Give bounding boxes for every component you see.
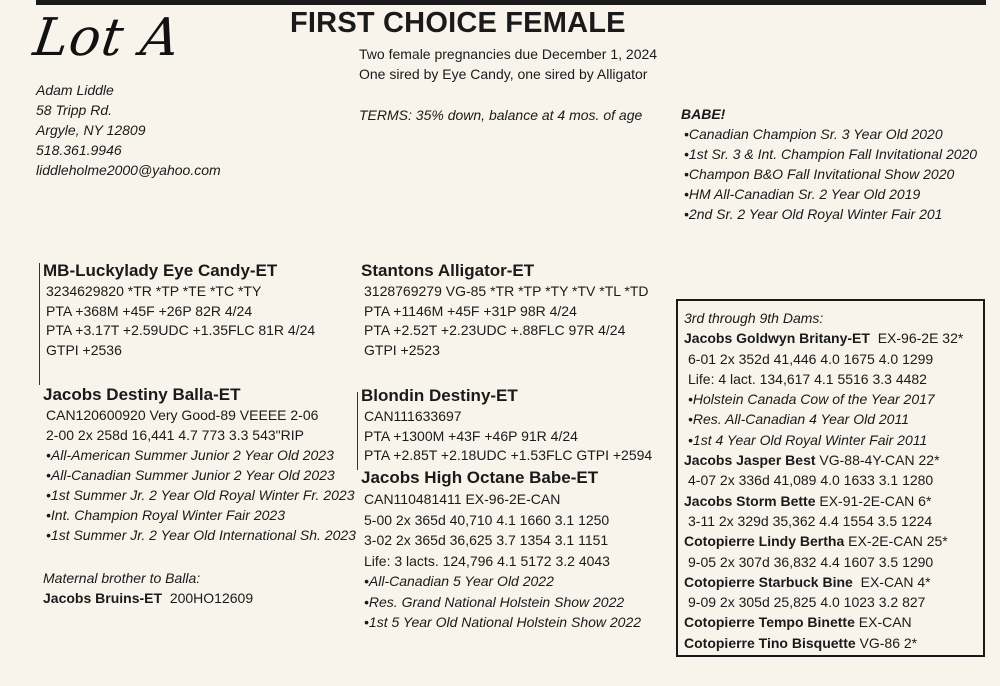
contact-phone: 518.361.9946 bbox=[36, 142, 122, 158]
contact-city: Argyle, NY 12809 bbox=[36, 122, 146, 138]
babe-item: •2nd Sr. 2 Year Old Royal Winter Fair 201 bbox=[684, 206, 943, 222]
dam-record: 5-00 2x 365d 40,710 4.1 1660 3.1 1250 bbox=[364, 511, 610, 528]
contact-name: Adam Liddle bbox=[36, 82, 114, 98]
dam-pta: PTA +2.85T +2.18UDC +1.53FLC GTPI +2594 bbox=[364, 447, 653, 463]
sire-pta: PTA +1146M +45F +31P 98R 4/24 bbox=[364, 302, 577, 319]
dam-award: •Holstein Canada Cow of the Year 2017 bbox=[688, 391, 935, 408]
babe-item: •HM All-Canadian Sr. 2 Year Old 2019 bbox=[684, 186, 921, 202]
sire-gtpi: GTPI +2536 bbox=[46, 341, 122, 358]
dam-balla bbox=[43, 384, 356, 545]
dam-award: •1st Summer Jr. 2 Year Old International Sh. 2023 bbox=[46, 527, 356, 543]
dam-pta: PTA +1300M +43F +46P 91R 4/24 bbox=[364, 427, 578, 444]
dam-name: Cotopierre Lindy Bertha bbox=[684, 533, 845, 550]
sire-gtpi: GTPI +2523 bbox=[364, 341, 440, 358]
dam-name: Jacobs Goldwyn Britany-ET bbox=[684, 330, 870, 347]
maternal-label: Maternal brother to Balla: bbox=[43, 570, 201, 586]
sire-pta: PTA +368M +45F +26P 82R 4/24 bbox=[46, 302, 253, 319]
dam-award: •All-Canadian 5 Year Old 2022 bbox=[364, 573, 554, 589]
dam-record: 3-02 2x 365d 36,625 3.7 1354 3.1 1151 bbox=[364, 532, 609, 548]
dam-score: EX-91-2E-CAN 6* bbox=[819, 492, 932, 509]
sire-eye-candy bbox=[43, 260, 315, 360]
babe-item: •Canadian Champion Sr. 3 Year Old 2020 bbox=[684, 126, 943, 142]
sire-name: Stantons Alligator-ET bbox=[361, 261, 535, 280]
dams-heading: 3rd through 9th Dams: bbox=[684, 310, 824, 326]
dam-award: •1st Summer Jr. 2 Year Old Royal Winter Fr. 2023 bbox=[46, 487, 355, 503]
sire-reg: 3234629820 *TR *TP *TE *TC *TY bbox=[46, 283, 262, 299]
dam-reg: CAN111633697 bbox=[364, 408, 462, 424]
dam-score: EX-CAN 4* bbox=[856, 573, 931, 590]
terms-text: TERMS: 35% down, balance at 4 mos. of age bbox=[359, 107, 643, 123]
dam-record: 3-11 2x 329d 35,362 4.4 1554 3.5 1224 bbox=[688, 512, 933, 529]
dam-name: Jacobs Jasper Best bbox=[684, 452, 816, 469]
contact-address: 58 Tripp Rd. bbox=[36, 102, 112, 118]
dam-record: 2-00 2x 258d 16,441 4.7 773 3.3 543"RIP bbox=[46, 426, 304, 443]
page-title: FIRST CHOICE FEMALE bbox=[290, 7, 626, 39]
sire-reg: 3128769279 VG-85 *TR *TP *TY *TV *TL *TD bbox=[364, 283, 649, 299]
dam-name: Cotopierre Tempo Binette bbox=[684, 614, 855, 631]
maternal-brother bbox=[43, 568, 253, 608]
lot-label: Lot A bbox=[29, 8, 185, 68]
dam-lifetime: Life: 3 lacts. 124,796 4.1 5172 3.2 4043 bbox=[364, 552, 610, 569]
dam-award: •All-Canadian Summer Junior 2 Year Old 2023 bbox=[46, 467, 335, 483]
dam-award: •Res. All-Canadian 4 Year Old 2011 bbox=[688, 411, 909, 428]
dam-name: Cotopierre Starbuck Bine bbox=[684, 573, 853, 590]
dam-award: •All-American Summer Junior 2 Year Old 2023 bbox=[46, 447, 334, 463]
sire-pta: PTA +2.52T +2.23UDC +.88FLC 97R 4/24 bbox=[364, 322, 626, 338]
dam-name: Jacobs Storm Bette bbox=[684, 492, 816, 509]
pedigree-line bbox=[357, 392, 358, 470]
dam-award: •Res. Grand National Holstein Show 2022 bbox=[364, 593, 625, 610]
dam-blondin bbox=[361, 385, 652, 466]
maternal-reg: 200HO12609 bbox=[169, 590, 254, 606]
dams-box bbox=[676, 299, 985, 657]
contact-block bbox=[36, 80, 221, 180]
dam-score: EX-2E-CAN 25* bbox=[848, 533, 948, 550]
subtitle-line: One sired by Eye Candy, one sired by Alligator bbox=[359, 66, 648, 82]
maternal-name: Jacobs Bruins-ET bbox=[43, 590, 163, 606]
dam-lifetime: Life: 4 lact. 134,617 4.1 5516 3.3 4482 bbox=[688, 370, 927, 387]
dam-score: EX-96-2E 32* bbox=[877, 330, 964, 347]
dam-record: 6-01 2x 352d 41,446 4.0 1675 4.0 1299 bbox=[688, 350, 934, 367]
subtitle-line: Two female pregnancies due December 1, 2024 bbox=[359, 46, 658, 62]
dam-name: Blondin Destiny-ET bbox=[361, 386, 518, 405]
sire-pta: PTA +3.17T +2.59UDC +1.35FLC 81R 4/24 bbox=[46, 322, 316, 338]
dam-award: •1st 4 Year Old Royal Winter Fair 2011 bbox=[688, 431, 928, 448]
sire-name: MB-Luckylady Eye Candy-ET bbox=[43, 261, 278, 280]
dam-octane-babe bbox=[361, 467, 641, 633]
dam-score: EX-CAN bbox=[858, 614, 912, 631]
dam-score: VG-86 2* bbox=[859, 634, 918, 651]
dam-record: 9-05 2x 307d 36,832 4.4 1607 3.5 1290 bbox=[688, 553, 934, 570]
sire-alligator bbox=[361, 260, 649, 360]
dam-name: Cotopierre Tino Bisquette bbox=[684, 634, 856, 651]
subtitle-block bbox=[359, 44, 657, 84]
dam-name: Jacobs High Octane Babe-ET bbox=[361, 468, 599, 487]
dam-award: •Int. Champion Royal Winter Fair 2023 bbox=[46, 507, 285, 523]
dam-name: Jacobs Destiny Balla-ET bbox=[43, 385, 241, 404]
dam-reg: CAN110481411 EX-96-2E-CAN bbox=[364, 491, 561, 507]
babe-item: •1st Sr. 3 & Int. Champion Fall Invitational 2020 bbox=[684, 146, 978, 162]
dam-record: 4-07 2x 336d 41,089 4.0 1633 3.1 1280 bbox=[688, 472, 934, 489]
babe-highlights bbox=[681, 104, 977, 224]
top-rule bbox=[36, 0, 986, 5]
pedigree-line bbox=[39, 263, 40, 385]
dam-award: •1st 5 Year Old National Holstein Show 2022 bbox=[364, 614, 642, 630]
dam-reg: CAN120600920 Very Good-89 VEEEE 2-06 bbox=[46, 407, 319, 423]
babe-heading: BABE! bbox=[681, 106, 726, 122]
dam-score: VG-88-4Y-CAN 22* bbox=[819, 452, 940, 469]
babe-item: •Champon B&O Fall Invitational Show 2020 bbox=[684, 166, 955, 182]
contact-email: liddleholme2000@yahoo.com bbox=[36, 162, 221, 178]
dam-record: 9-09 2x 305d 25,825 4.0 1023 3.2 827 bbox=[688, 594, 926, 611]
